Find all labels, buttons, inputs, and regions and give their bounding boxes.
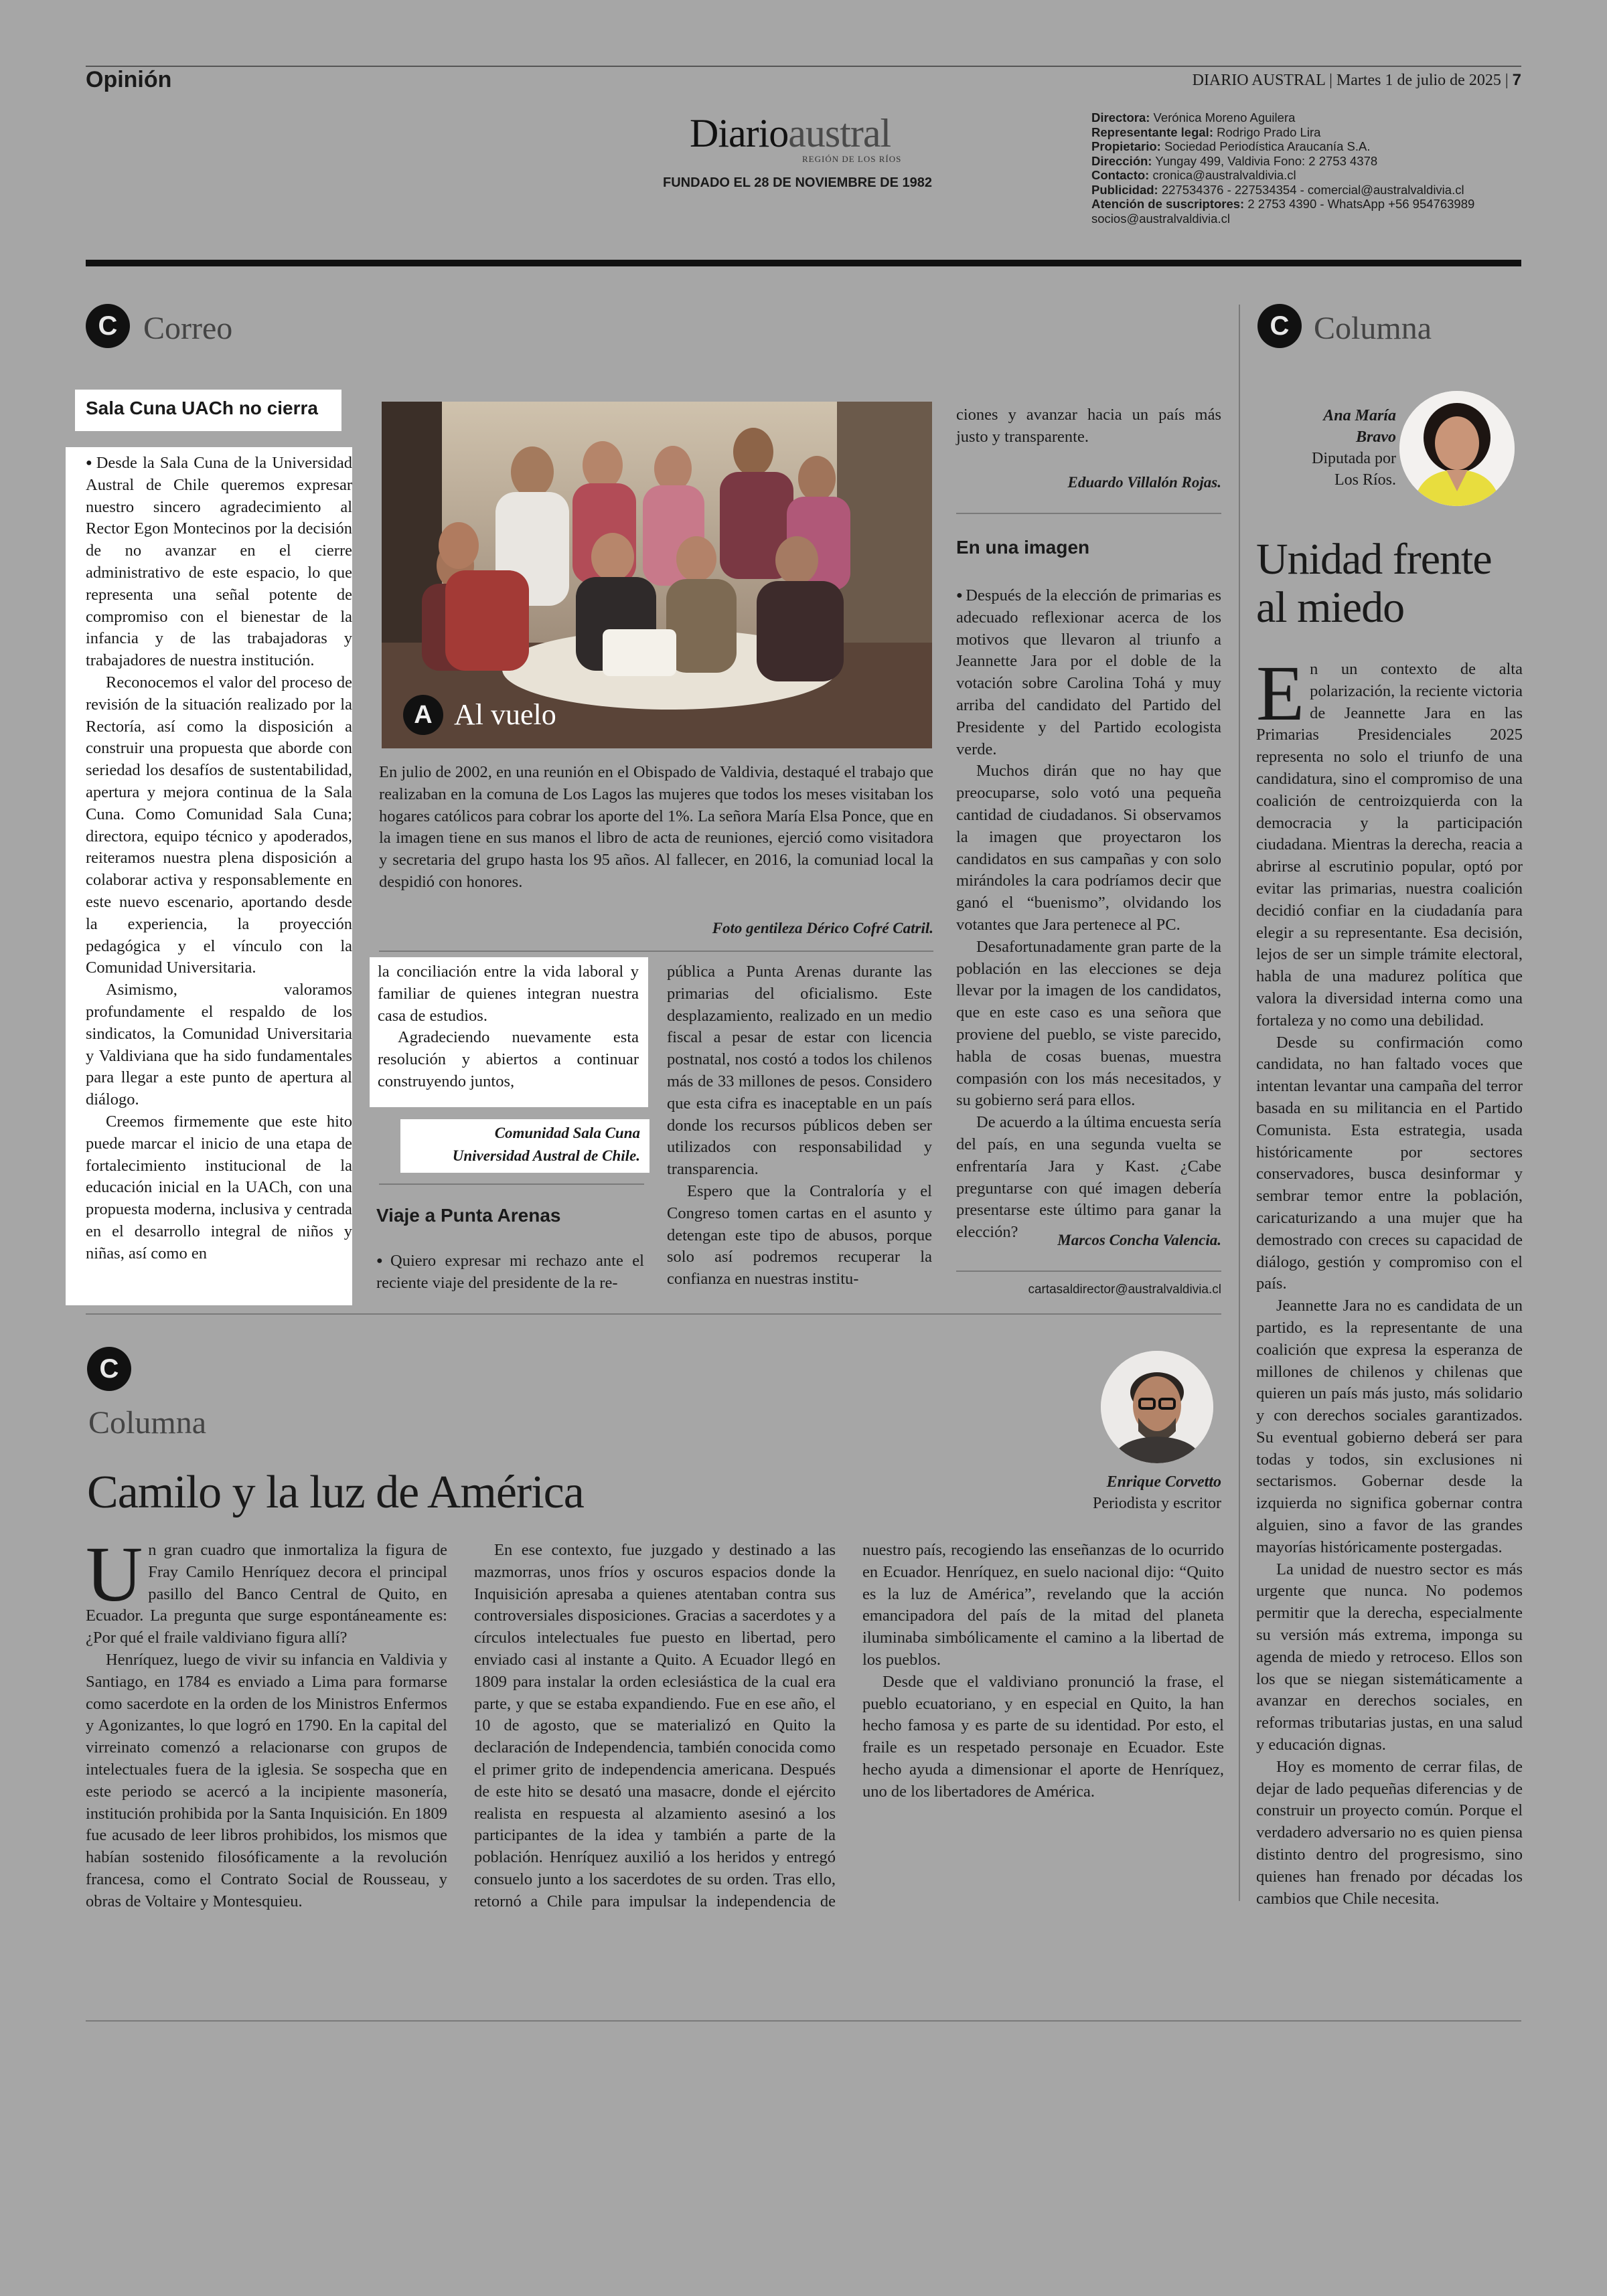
al-vuelo-caption: En julio de 2002, en una reunión en el Obispado de Valdivia, destaqué el trabajo que realizaban en la comuna de Los Lagos las mujeres que todos los meses visitaban los hogares católicos para cobrar los aporte del 1%. La señora María Elsa Ponce, que en la imagen tiene en sus manos el libro de acta de reuniones, ejerció como visitadora y secretaria del grupo hasta los 95 años. Al fallecer, en 2016, la comuniad local la despidió con honores. xyxy=(379,763,933,891)
bottom-article xyxy=(86,1530,1224,1914)
issue-date: Martes 1 de julio de 2025 xyxy=(1336,72,1501,89)
column-divider xyxy=(1239,305,1240,1901)
headline-line: Unidad frente xyxy=(1256,535,1492,584)
sala-cuna-headline: Sala Cuna UACh no cierra xyxy=(75,390,341,431)
section-label: Opinión xyxy=(86,67,172,92)
staff-line: Dirección: Yungay 499, Valdivia Fono: 2 2753 4378 xyxy=(1091,153,1378,168)
sala-cuna-signature xyxy=(400,1119,649,1173)
paragraph: Asimismo, valoramos profundamente el respaldo de los sindicatos, la Comunidad Universitaria y Valdiviana que ha sido fundamentales para llegar a este punto de apertura al diálogo. xyxy=(86,981,352,1109)
photo-credit: Foto gentileza Dérico Cofré Catril. xyxy=(712,920,933,936)
column-headline xyxy=(1256,536,1492,632)
founded-line: FUNDADO EL 28 DE NOVIEMBRE DE 1982 xyxy=(663,175,932,190)
divider xyxy=(956,513,1221,514)
logo-subtitle: REGIÓN DE LOS RÍOS xyxy=(802,154,902,164)
paragraph: ciones y avanzar hacia un país más justo y transparente. xyxy=(956,406,1221,446)
al-vuelo-badge-icon: A xyxy=(403,695,443,735)
paragraph: Desafortunadamente gran parte de la población en las elecciones se deja llevar por la imagen de los candidatos, que en este caso es una señora que proviene del pueblo, se viste parecido, habla de cosas buenas, muestra compasión con los más necesitados, y su gobierno será para ellos. xyxy=(956,937,1221,1110)
paragraph: Reconocemos el valor del proceso de revisión de la situación realizado por la Rectoría, así como la disposición a construir una propuesta que aborde con seriedad los desafíos de sustentabilidad, apertura y mejora continua de la Sala Cuna. Como Comunidad Sala Cuna; directora, equipo técnico y apoderados, reiteramos nuestra plena disposición a colaborar activa y responsablemente en este nuevo escenario, aportando desde la experiencia, la proyección pedagógica y el vínculo con la Comunidad Universitaria. xyxy=(86,673,352,977)
paragraph: ● Quiero expresar mi rechazo ante el reciente viaje del presidente de la re- xyxy=(376,1250,644,1295)
letters-email[interactable]: cartasaldirector@australvaldivia.cl xyxy=(1028,1283,1221,1297)
staff-line: Contacto: cronica@australvaldivia.cl xyxy=(1091,168,1296,182)
correo-badge-icon: C xyxy=(86,304,130,348)
author-name: Bravo xyxy=(1356,428,1396,446)
logo xyxy=(690,110,891,157)
paragraph: Muchos dirán que no hay que preocuparse, solo votó una pequeña cantidad de ciudadanos. Si observamos la imagen que proyectaron los candidatos en sus campañas y con solo mirándoles la cara podríamos decir que ganó el “buenismo”, olvidando los votantes que Jara pertenece al PC. xyxy=(956,762,1221,934)
divider xyxy=(956,1270,1221,1272)
paragraph: En ese contexto, fue juzgado y destinado a las mazmorras, unos fríos y oscuros espacios donde la Inquisición apresaba a quienes atentaban contra sus controversiales disposiciones. Gracias a sacerdotes y a círculos intelectuales fue puesto en libertad, pero enviado casi al instante a Quito. A Ecuador llegó en 1809 para instalar la orden eclesiástica de la cual era parte, y que se estaba expandiendo. Fue en ese año, el 10 de agosto, que se materializó en Quito la declaración de Independencia, también conocida como el primer grito de independencia americana. Después de este hito se desató una masacre, donde el ejército realista en respuesta al alzamiento asesinó a los participantes de la idea y también a parte de la población. Henríquez auxilió a los heridos y entregó consuelo junto a los sacerdotes de su orden. Tras ello, retornó a Chile para impulsar la independencia de nuestro país, recogiendo las enseñanzas de lo ocurrido en Ecuador. Henríquez, en suelo nacional dijo: “Quito es la luz de América”, revelando que la acción emancipadora del país de la mitad del planeta iluminaba simbólicamente el camino a la libertad de los pueblos. xyxy=(474,1541,1224,1910)
staff-line: Atención de suscriptores: 2 2753 4390 - WhatsApp +56 954763989 xyxy=(1091,197,1475,211)
paragraph: ● Desde la Sala Cuna de la Universidad Austral de Chile queremos expresar nuestro sincero agradecimiento al Rector Egon Montecinos por la decisión de no avanzar en el cierre administrativo de este espacio, lo que representa una señal potente de compromiso con el bienestar de la infancia y de las trabajadoras y trabajadores de nuestra institución. xyxy=(86,453,352,672)
paragraph: Agradeciendo nuevamente esta resolución y abiertos a continuar construyendo juntos, xyxy=(378,1028,639,1090)
paragraph: Henríquez, luego de vivir su infancia en Valdivia y Santiago, en 1784 es enviado a Lima para formarse como sacerdote en la orden de los Ministros Enfermos y Agonizantes, lo que logró en 1790. En la capital del virreinato comenzó a relacionarse con grupos de intelectuales fuera de la iglesia. Se sospecha que en este periodo se acercó a la incipiente masonería, institución prohibida por la Santa Inquisición. En 1809 fue acusado de leer libros prohibidos, los mismos que habían sostenido filosóficamente a la revolución francesa, como el Contrato Social de Rousseau, y obras de Voltaire y Montesquieu. xyxy=(86,1650,447,1910)
staff-line: Propietario: Sociedad Periodística Araucanía S.A. xyxy=(1091,139,1371,153)
paragraph: Un gran cuadro que inmortaliza la figura de Fray Camilo Henríquez decora el principal pasillo del Banco Central de Quito, en Ecuador. La pregunta que surge espontáneamente es: ¿Por qué el fraile valdiviano figura allí? xyxy=(86,1530,447,1647)
en-una-imagen-headline: En una imagen xyxy=(956,537,1090,558)
folio: DIARIO AUSTRAL | Martes 1 de julio de 2025 | 7 xyxy=(1192,71,1521,89)
paragraph: la conciliación entre la vida laboral y familiar de quienes integran nuestra casa de estudios. xyxy=(378,963,639,1025)
divider xyxy=(379,1183,644,1185)
bottom-headline: Camilo y la luz de América xyxy=(87,1467,584,1518)
en-una-imagen-article xyxy=(956,585,1221,1244)
staff-line: Publicidad: 227534376 - 227534354 - comercial@australvaldivia.cl xyxy=(1091,182,1464,197)
columna-bottom-badge-icon: C xyxy=(87,1347,131,1391)
paragraph: Espero que la Contraloría y el Congreso tomen cartas en el asunto y detengan este tipo de abusos, porque solo así podremos recuperar la confianza en nuestras institu- xyxy=(667,1181,932,1289)
viaje-signature: Eduardo Villalón Rojas. xyxy=(1067,474,1221,491)
masthead-thick-rule xyxy=(86,260,1521,266)
columna-label: Columna xyxy=(1314,311,1432,346)
page-number: 7 xyxy=(1512,71,1521,89)
paragraph: ● Después de la elección de primarias es adecuado reflexionar acerca de los motivos que llevaron al triunfo a Jeannette Jara por el doble de la votación sobre Carolina Tohá y muy arriba del candidato del Partido del Presidente y del Partido ecologista verde. xyxy=(956,585,1221,760)
divider xyxy=(379,951,933,952)
paragraph: En un contexto de alta polarización, la reciente victoria de Jeannette Jara en las Primarias Presidenciales 2025 representa no solo el triunfo de una candidatura, sino el compromiso de una coalición de centroizquierda con la democracia y la participación ciudadana. Mientras la derecha, reacia a abrirse al escrutinio popular, optó por evitar las primarias, nuestra coalición decidió confiar en la ciudadanía para elegir a su representante. Esa decisión, lejos de ser un simple trámite electoral, habla de una madurez política que valora la diversidad interna como una fortaleza y no como una debilidad. xyxy=(1256,649,1523,1030)
paragraph: Hoy es momento de cerrar filas, de dejar de lado pequeñas diferencias y de construir un proyecto común. Porque el verdadero adversario no es quien piensa distinto dentro del progresismo, sino quienes han frenado por décadas los cambios que Chile necesita. xyxy=(1256,1757,1523,1908)
sala-cuna-continuation xyxy=(370,957,648,1107)
logo-accent: austral xyxy=(788,111,891,155)
staff-line: Directora: Verónica Moreno Aguilera xyxy=(1091,110,1296,125)
signature-line: Comunidad Sala Cuna xyxy=(494,1125,640,1141)
column-article xyxy=(1256,649,1523,1910)
paragraph: Jeannette Jara no es candidata de un partido, es la representante de una coalición que expresa la esperanza de millones de chilenos y chilenas que quieren un país más justo, más solidario y con derechos sociales garantizados. Su eventual gobierno deberá ser para todas y todos, sin exclusiones ni sectarismos. Gobernar desde la izquierda no significa gobernar contra alguien, sino a favor de las grandes mayorías históricamente postergadas. xyxy=(1256,1297,1523,1556)
correo-bottom-rule xyxy=(86,1313,1221,1315)
author-block xyxy=(1259,405,1396,491)
paragraph: Desde que el valdiviano pronunció la frase, el pueblo ecuatoriano, y en especial en Quito, la han hecho famosa y es parte de su identidad. Por esto, el fraile es un respetado personaje en Ecuador. Este hecho ayuda a dimensionar el aporte de Henríquez, uno de los libertadores de América. xyxy=(862,1672,1224,1801)
paragraph: Desde su confirmación como candidata, no han faltado voces que intentan levantar una campaña del terror basada en su militancia en el Partido Comunista. Esta estrategia, usada históricamente por sectores conservadores, busca desinformar y sembrar temor entre la población, caricaturizando a una mujer que ha demostrado con creces su capacidad de diálogo, gestión y compromiso con el país. xyxy=(1256,1033,1523,1293)
logo-main: Diario xyxy=(690,111,789,155)
signature-line: Universidad Austral de Chile. xyxy=(452,1147,640,1164)
author-role: Diputada por xyxy=(1312,450,1396,467)
author-name: Ana María xyxy=(1323,407,1396,424)
page-bottom-rule xyxy=(86,2020,1521,2022)
en-una-imagen-signature: Marcos Concha Valencia. xyxy=(1057,1232,1221,1248)
viaje-start xyxy=(376,1250,644,1295)
paragraph: De acuerdo a la última encuesta sería del país, en una segunda vuelta se enfrentaría Jara y Kast. ¿Cabe preguntarse con qué imagen debería presentarse este último para ganar la elección? xyxy=(956,1113,1221,1242)
viaje-continuation xyxy=(667,961,932,1291)
sala-cuna-article xyxy=(66,447,352,1305)
staff-box xyxy=(1091,110,1474,226)
staff-line: socios@australvaldivia.cl xyxy=(1091,211,1230,226)
al-vuelo-photo xyxy=(382,402,932,748)
author-role: Los Ríos. xyxy=(1334,471,1396,489)
drop-cap: E xyxy=(1256,649,1305,737)
bottom-author-block xyxy=(1004,1471,1221,1514)
paper-name: DIARIO AUSTRAL xyxy=(1192,72,1326,89)
bottom-author-avatar xyxy=(1101,1351,1213,1463)
al-vuelo-label: Al vuelo xyxy=(454,698,556,731)
author-name: Enrique Corvetto xyxy=(1106,1473,1221,1491)
correo-title: Correo xyxy=(143,311,233,346)
headline-line: al miedo xyxy=(1256,583,1405,632)
author-avatar xyxy=(1399,391,1515,506)
staff-line: Representante legal: Rodrigo Prado Lira xyxy=(1091,125,1321,139)
author-role: Periodista y escritor xyxy=(1093,1495,1221,1512)
top-rule xyxy=(86,66,1521,67)
paragraph: Creemos firmemente que este hito puede marcar el inicio de una etapa de fortalecimiento institucional de la educación inicial en la UACh, con una propuesta moderna, inclusiva y centrada en el desarrollo integral de niños y niñas, así como en xyxy=(86,1112,352,1262)
group-photo-image xyxy=(382,402,932,748)
paragraph: La unidad de nuestro sector es más urgente que nunca. No podemos permitir que la derecha, especialmente su versión más extrema, imponga su agenda de miedo y retroceso. Ellos son los que se niegan sistemáticamente a avanzar en derechos sociales, en reformas tributarias justas, en una salud y educación dignas. xyxy=(1256,1560,1523,1754)
viaje-end xyxy=(956,404,1221,448)
author-portrait-image xyxy=(1101,1351,1213,1463)
author-portrait-image xyxy=(1399,391,1515,506)
drop-cap: U xyxy=(86,1530,143,1618)
columna-bottom-label: Columna xyxy=(88,1405,206,1441)
paragraph: pública a Punta Arenas durante las primarias del oficialismo. Este desplazamiento, realizado en un medio fiscal a pesar de estar con licencia postnatal, nos costó a todos los chilenos más de 33 millones de pesos. Considero que esta cifra es inaceptable en un país donde los recursos públicos deben ser utilizados con responsabilidad y transparencia. xyxy=(667,963,932,1179)
columna-badge-icon: C xyxy=(1257,304,1302,348)
viaje-headline: Viaje a Punta Arenas xyxy=(376,1205,561,1226)
